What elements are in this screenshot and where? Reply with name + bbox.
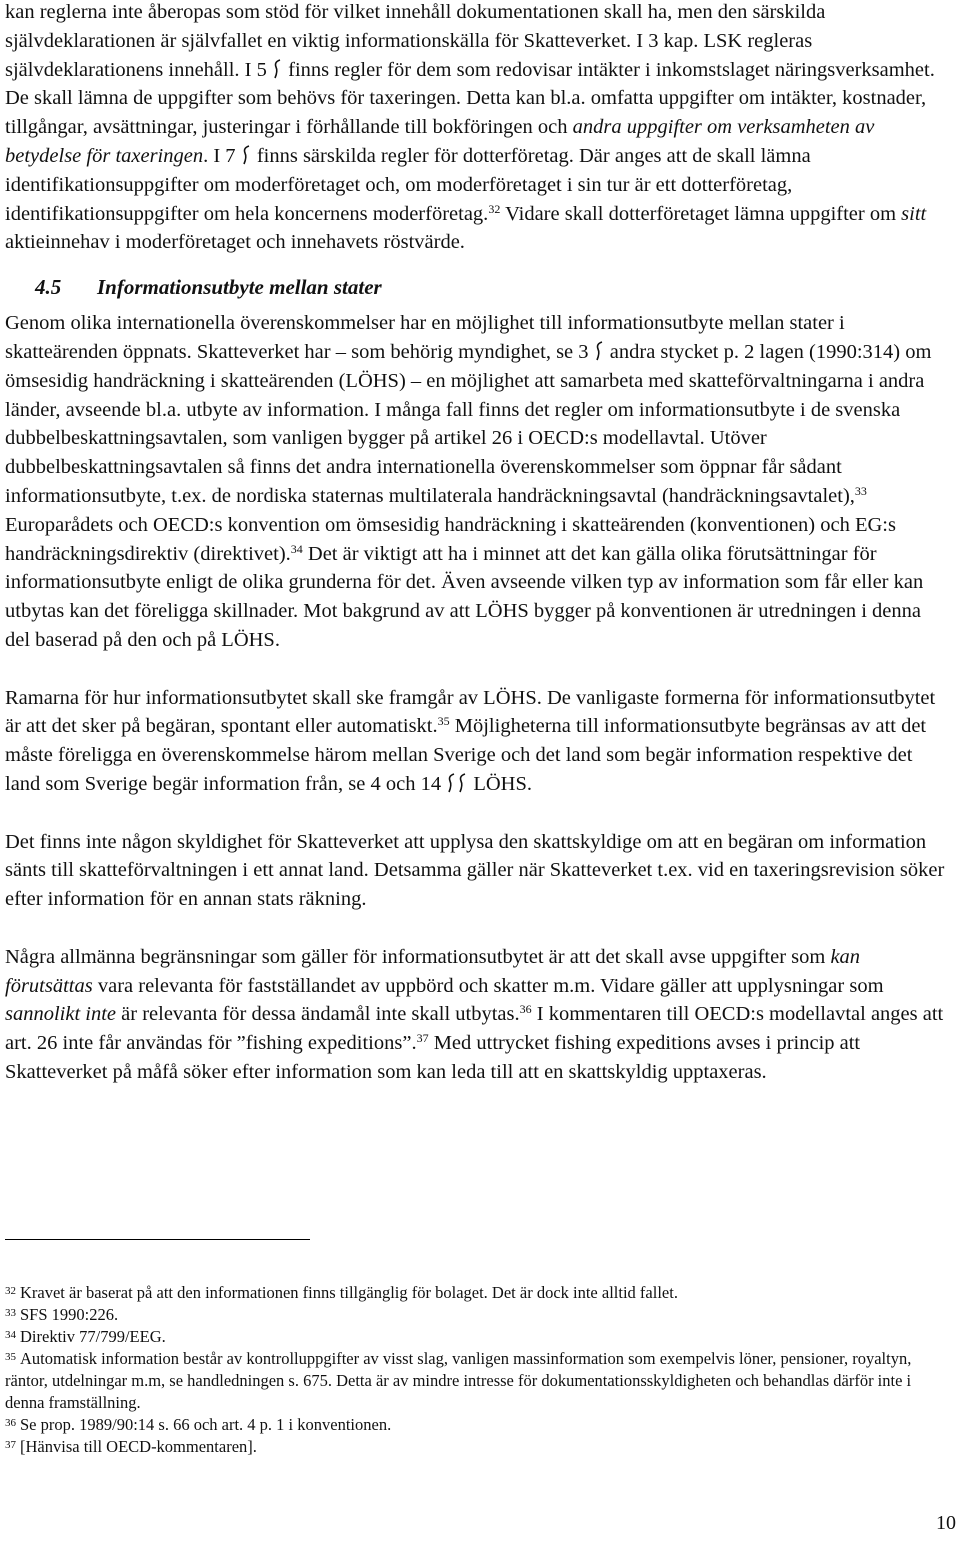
footnote-number: 36: [5, 1417, 16, 1429]
footnote-separator: [5, 1239, 310, 1240]
section-title: Informationsutbyte mellan stater: [97, 275, 382, 300]
text-run: Ramarna för hur informationsutbytet skall ske framgår av LÖHS. De vanligaste formerna för informationsutbytet är att det sker på begäran, spontant eller automatiskt.: [5, 686, 936, 738]
section-sign-icon: [457, 773, 468, 793]
footnote-ref[interactable]: 35: [437, 714, 450, 729]
footnote: [5, 1414, 948, 1436]
text-run: finns särskilda regler för dotterföretag. Där anges att de skall lämna identifikationsuppgifter om moderföretaget och, om moderföretaget i sin tur är ett dotterföretag, identifikationsuppgifter om hela koncernens moderföretag.: [5, 144, 811, 225]
text-run: andra stycket p. 2 lagen (1990:314) om ömsesidig handräckning i skatteärenden (LÖHS) – en möjlighet att samarbeta med skatteförvaltningarna i andra länder, avseende bl.a. utbyte av information. I många fall finns det regler om informationsutbyte i de svenska dubbelbeskattningsavtalen, som vanligen bygger på artikel 26 i OECD:s modellavtal. Utöver dubbelbeskattningsavtalen så finns det andra internationella överenskommelser som öppnar får sådant informationsutbyte, t.ex. de nordiska staternas multilaterala handräckningsavtal (handräckningsavtalet),: [5, 340, 932, 507]
italic-text: andra uppgifter om verksamheten av betydelse för taxeringen: [5, 116, 875, 167]
text-run: Möjligheterna till informationsutbyte begränsas av att det måste föreligga en överenskommelse härom mellan Sverige och det land som begär information respektive det land som Sverige begär information från, se 4 och 14: [5, 715, 927, 795]
text-run: Genom olika internationella överenskommelser har en möjlighet till informationsutbyte mellan stater i skatteärenden öppnats. Skatteverket har – som behörig myndighet, se 3: [5, 312, 845, 363]
text-run: aktieinnehav i moderföretaget och innehavets röstvärde.: [5, 231, 465, 254]
text-run: LÖHS.: [468, 772, 532, 795]
footnote-ref[interactable]: 32: [488, 201, 501, 216]
text-run: Europarådets och OECD:s konvention om ömsesidig handräckning i skatteärenden (konventionen) och EG:s handräckningsdirektiv (direktivet).: [5, 513, 896, 565]
footnote: [5, 1326, 948, 1348]
text-run: är relevanta för dessa ändamål inte skall utbytas.: [116, 1003, 520, 1026]
paragraph-5: [5, 943, 948, 1087]
footnote-number: 33: [5, 1307, 16, 1319]
footnote-number: 32: [5, 1285, 16, 1297]
text-run: Det är viktigt att ha i minnet att det kan gälla olika förutsättningar för informationsutbyte enligt de olika grunderna för det. Även avseende vilken typ av information som får eller kan utbytas kan det föreligga skillnader. Mot bakgrund av att LÖHS bygger på konventionen är utredningen i denna del baserad på den och på LÖHS.: [5, 542, 924, 651]
footnotes: [5, 1282, 948, 1458]
footnote: [5, 1282, 948, 1304]
paragraph-3: [5, 684, 948, 799]
footnote-text: Direktiv 77/799/EEG.: [20, 1327, 166, 1346]
italic-text: sitt: [901, 202, 927, 225]
footnote-ref[interactable]: 34: [290, 541, 303, 556]
footnote: [5, 1436, 948, 1458]
footnote-number: 37: [5, 1439, 16, 1451]
section-sign-icon: [594, 341, 605, 361]
text-run: finns regler för dem som redovisar intäkter i inkomstslaget näringsverksamhet. De skall lämna de uppgifter som behövs för taxeringen. Detta kan bl.a. omfatta uppgifter om intäkter, kostnader, tillgångar, avsättningar, justeringar i förhållande till bokföringen och: [5, 58, 935, 139]
footnote-text: [Hänvisa till OECD-kommentaren].: [20, 1437, 257, 1456]
text-run: Några allmänna begränsningar som gäller för informationsutbytet är att det skall avse uppgifter som: [5, 945, 831, 968]
footnote-ref[interactable]: 33: [854, 483, 867, 498]
footnote-text: Se prop. 1989/90:14 s. 66 och art. 4 p. 1 i konventionen.: [20, 1415, 392, 1434]
text-run: . I 7: [203, 144, 241, 167]
footnote-ref[interactable]: 36: [519, 1002, 532, 1017]
footnote-ref[interactable]: 37: [416, 1031, 429, 1046]
text-run: Med uttrycket fishing expeditions avses i princip att Skatteverket på måfå söker efter information som kan leda till att en skattskyldig upptaxeras.: [5, 1032, 861, 1083]
section-sign-icon: [241, 145, 252, 165]
footnote-text: SFS 1990:226.: [20, 1305, 119, 1324]
section-sign-icon: [446, 773, 457, 793]
footnote: [5, 1348, 948, 1414]
section-number: 4.5: [35, 275, 62, 300]
paragraph-2: [5, 309, 948, 655]
text-run: Vidare skall dotterföretaget lämna uppgifter om: [500, 202, 902, 225]
page-number: 10: [936, 1512, 956, 1534]
footnote-text: Kravet är baserat på att den informationen finns tillgänglig för bolaget. Det är dock inte alltid fallet.: [20, 1283, 678, 1302]
section-heading: [5, 267, 948, 307]
document-page: [5, 0, 948, 1087]
section-sign-icon: [272, 59, 283, 79]
footnote-number: 35: [5, 1351, 16, 1363]
footnote: [5, 1304, 948, 1326]
footnote-text: Automatisk information består av kontrolluppgifter av visst slag, vanligen massinformation som exempelvis löner, pensioner, royaltyn, räntor, utdelningar m.m, se handledningen s. 675. Detta är av mindre intresse för dokumentationsskyldigheten och behandlas därför inte i denna framställning.: [5, 1349, 912, 1412]
paragraph-4: Det finns inte någon skyldighet för Skatteverket att upplysa den skattskyldige om att en begäran om information sänts till skatteförvaltningen i ett annat land. Detsamma gäller när Skatteverket t.ex. vid en taxeringsrevision söker efter information för en annan stats räkning.: [5, 830, 945, 911]
text-run: vara relevanta för fastställandet av uppbörd och skatter m.m. Vidare gäller att upplysningar som: [92, 974, 884, 997]
text-run: I kommentaren till OECD:s modellavtal anges att art. 26 inte får användas för ”fishing expeditions”.: [5, 1003, 944, 1055]
footnote-number: 34: [5, 1329, 16, 1341]
text-run: kan reglerna inte åberopas som stöd för vilket innehåll dokumentationen skall ha, men den särskilda självdeklarationen är självfallet en viktig informationskälla för Skatteverket. I 3 kap. LSK regleras självdeklarationens innehåll. I 5: [5, 1, 826, 81]
italic-text: kan förutsättas: [5, 945, 861, 997]
paragraph-1: [5, 0, 948, 257]
italic-text: sannolikt inte: [5, 1003, 117, 1026]
